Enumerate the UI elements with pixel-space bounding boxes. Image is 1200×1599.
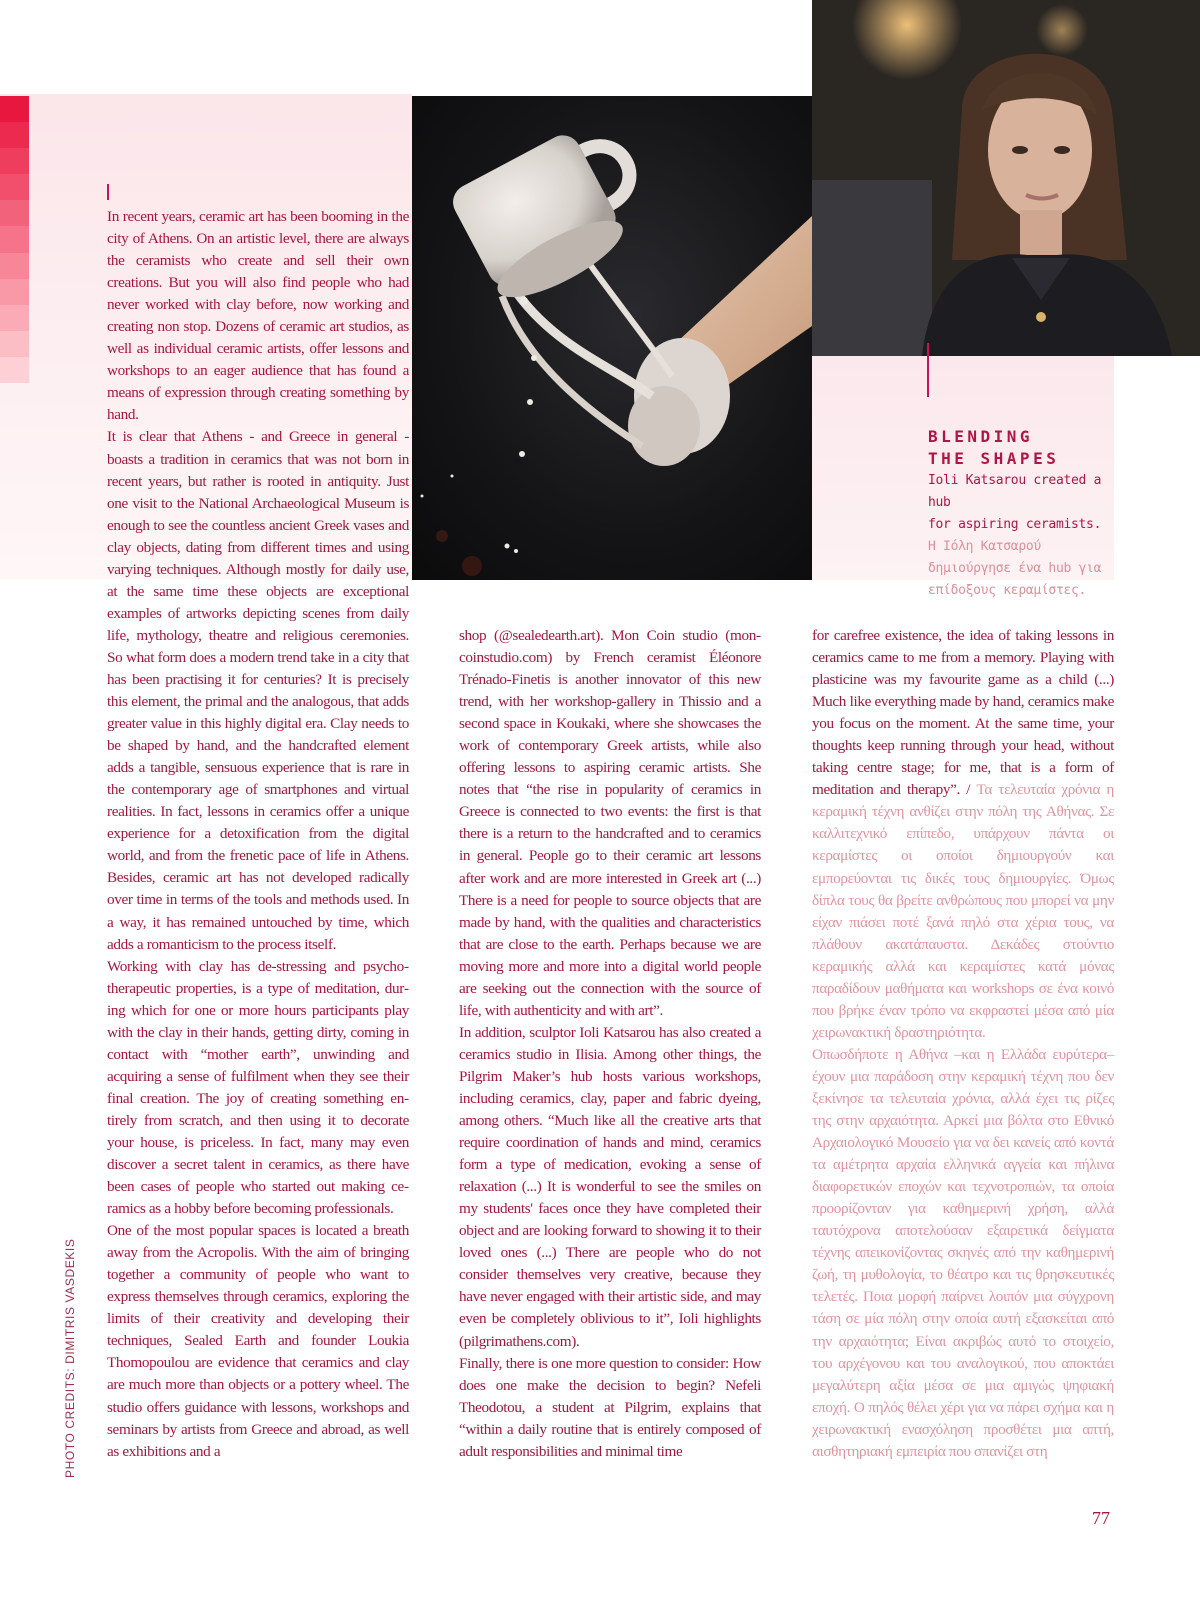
- caption-title-line2: THE SHAPES: [928, 449, 1060, 468]
- color-strip-segment: [0, 226, 29, 252]
- color-gradient-strip: [0, 96, 29, 383]
- english-text: for carefree existence, the idea of taking lessons in ceramics came to me from a memory. Playing with plasticine was my favourite game as a child (...) Much like everything made by hand, ceramics make you focus on the moment. At the same time, your thoughts keep running through your head, without taking centre stage; for me, that is a form of meditation and therapy”. /: [812, 627, 1114, 799]
- color-strip-segment: [0, 331, 29, 357]
- portrait-illustration: [812, 0, 1200, 356]
- color-strip-segment: [0, 174, 29, 200]
- article-column-1: [107, 206, 409, 1463]
- caption-title-line1: BLENDING: [928, 427, 1034, 446]
- paragraph: In addition, sculptor Ioli Katsarou has also created a ceramics studio in Ilisia. Among other things, the Pilgrim Maker’s hub hosts various workshops, including ceramics, clay, paper and fabric dyeing, among others. “Much like all the creative arts that require coordination of hands and mind, ceramics form a type of medication, evoking a sense of relaxation (...) It is wonderful to see the smiles on my students' faces once they have completed their object and are looking forward to showing it to their loved ones (...) There are people who do not consider themselves very creative, because they have never engaged with their artistic side, and may even be completely oblivious to it”, Ioli highlights (pilgrimathens.com).: [459, 1023, 761, 1350]
- paragraph: [812, 625, 1114, 1044]
- ceramic-mug-photo: [412, 96, 812, 580]
- article-column-3: [812, 625, 1114, 1463]
- color-strip-segment: [0, 200, 29, 226]
- greek-text: Τα τελευταία χρόνια η κεραμική τέχνη ανθίζει στην πόλη της Αθήνας. Σε καλλιτεχνικό επίπεδο, υπάρχουν πάντα οι κεραμίστες οι οποίοι δημιουργούν και εμπορεύονται τις δικές τους δημιουργίες. Όμως δίπλα τους θα βρείτε ανθρώπους που μπορεί να μην είχαν πιάσει ποτέ ξανά πηλό στα χέρια τους, να πλάθουν ακατάπαυστα. Δεκάδες στούντιο κεραμικής αλλά και κεραμίστες κατά μόνας παραδίδουν μαθήματα και workshops σε ένα κοινό που βρήκε έναν τρόπο να εκφραστεί μέσα από μία χειρωνακτική δραστηριότητα.: [812, 781, 1114, 1041]
- caption-english-line2: for aspiring ceramists.: [928, 517, 1102, 532]
- color-strip-segment: [0, 357, 29, 383]
- color-strip-segment: [0, 253, 29, 279]
- paragraph: It is clear that Athens - and Greece in general - boasts a tradition in ceramics that was not born in recent years, but rather is rooted in antiquity. Just one visit to the National Archaeological Museum is enough to see the countless ancient Greek vases and clay objects, dating from different times and using varying techniques. Although mostly for daily use, at the same time these objects are exceptional examples of artworks depicting scenes from daily life, mythology, theatre and religious ceremonies. So what form does a modern trend take in a city that has been practising it for centuries? It is precisely this element, the primal and the analogous, that adds greater value in this highly digital era. Clay needs to be shaped by hand, and the handcrafted element adds a tangible, sensuous experience that is rare in the contemporary age of smartphones and virtual realities. In fact, lessons in ceramics offer a unique experience for a detoxification from the digital world, and from the frenetic pace of life in Athens. Besides, ceramic art has not developed radically over time in terms of the tools and methods used. In a way, it has remained untouched by time, which adds a romanticism to the process itself.: [107, 428, 409, 953]
- caption-rule: [927, 343, 929, 397]
- paragraph: One of the most popular spaces is located a breath away from the Acropolis. With the aim of bringing together a community of people who want to express themselves through ceramics, exploring the limits of their creativity and developing their techniques, Sealed Earth and founder Loukia Thomopoulou are evidence that ceramics and clay are much more than objects or a pottery wheel. The studio offers guidance with lessons, workshops and seminars by artists from Greece and abroad, as well as exhibitions and a: [107, 1222, 409, 1460]
- photo-caption: [928, 426, 1114, 602]
- caption-greek-line2: δημιούργησε ένα hub για: [928, 561, 1102, 576]
- color-strip-segment: [0, 122, 29, 148]
- color-strip-segment: [0, 279, 29, 305]
- paragraph: In recent years, ceramic art has been booming in the city of Athens. On an artistic level, there are always the ceramists who create and sell their own creations. But you will also find people who had never worked with clay before, now working and creating non stop. Dozens of ceramic art studios, as well as individual ceramic artists, offer lessons and workshops to an eager audience that has found a means of expression through creating something by hand.: [107, 208, 409, 424]
- caption-greek-line1: Η Ιόλη Κατσαρού: [928, 539, 1041, 554]
- caption-greek-line3: επίδοξους κεραμίστες.: [928, 583, 1087, 598]
- caption-english-line1: Ioli Katsarou created a hub: [928, 473, 1102, 510]
- portrait-photo: [812, 0, 1200, 356]
- mug-illustration: [412, 96, 812, 580]
- photo-credits: PHOTO CREDITS: DIMITRIS VASDEKIS: [63, 1238, 77, 1478]
- paragraph: Finally, there is one more question to consider: How does one make the decision to begin? Nefeli Theodotou, a student at Pilgrim, explains that “within a daily routine that is entirely composed of adult responsibilities and minimal time: [459, 1354, 761, 1460]
- color-strip-segment: [0, 305, 29, 331]
- page-number: 77: [1092, 1508, 1110, 1528]
- paragraph: Working with clay has de-stressing and psychotherapeutic properties, is a type of meditation, during which for one or more hours participants play with the clay in their hands, getting dirty, coming in contact with “mother earth”, unwinding and acquiring a sense of fulfilment when they see their final creation. The joy of creating something entirely from scratch, and then using it to decorate your house, is priceless. In fact, many may even discover a secret talent in ceramics, as there have been cases of people who started out making ceramics as a hobby before becoming professionals.: [107, 957, 409, 1218]
- greek-paragraph: Οπωσδήποτε η Αθήνα –και η Ελλάδα ευρύτερα– έχουν μια παράδοση στην κεραμική τέχνη που δεν ξεκίνησε τα τελευταία χρόνια, αλλά έχει τις ρίζες της στην αρχαιότητα. Αρκεί μια βόλτα στο Εθνικό Αρχαιολογικό Μουσείο για να δει κανείς από κοντά τα αμέτρητα αρχαία ελληνικά αγγεία και πήλινα διαφορετικών εποχών και τεχνοτροπιών, τα οποία προορίζονταν για καθημερινή χρήση, αλλά ταυτόχρονα αποτελούσαν εξαιρετικά δείγματα τέχνης απεικονίζοντας σκηνές από την καθημερινή ζωή, τη μυθολογία, το θέατρο και τις θρησκευτικές τελετές. Ποια μορφή παίρνει λοιπόν μια σύγχρονη τάση σε μία πόλη στην οποία αυτή εξασκείται από την αρχαιότητα; Είναι ακριβώς αυτό το στοιχείο, του αρχέγονου και του αναλογικού, που αποκτάει μεγαλύτερη αξία μέσα σε μια αμιγώς ψηφιακή εποχή. Ο πηλός θέλει χέρι για να πάρει σχήμα και η χειρωνακτική ενασχόληση προσθέτει μια απτή, αισθητηριακή εμπειρία που σπανίζει στη: [812, 1045, 1114, 1460]
- paragraph: shop (@sealedearth.art). Mon Coin studio (moncoinstudio.com) by French ceramist Éléonore Trénado-Finetis is another innovator of this new trend, with her workshop-gallery in Thissio and a second space in Koukaki, where she showcases the work of contemporary Greek artists, while also offering lessons to aspiring ceramic artists. She notes that “the rise in popularity of ceramics in Greece is connected to two events: the first is that there is a return to the handcrafted and to ceramics in general. People go to their ceramic art lessons after work and are more interested in Greek art (...) There is a need for people to source objects that are made by hand, with the qualities and characteristics that are close to the earth. Perhaps because we are moving more and more into a digital world people are seeking out the connection with the source of life, with authenticity and with art”.: [459, 627, 761, 1019]
- color-strip-segment: [0, 96, 29, 122]
- article-column-2: [459, 625, 761, 1463]
- color-strip-segment: [0, 148, 29, 174]
- article-start-marker: [107, 184, 109, 200]
